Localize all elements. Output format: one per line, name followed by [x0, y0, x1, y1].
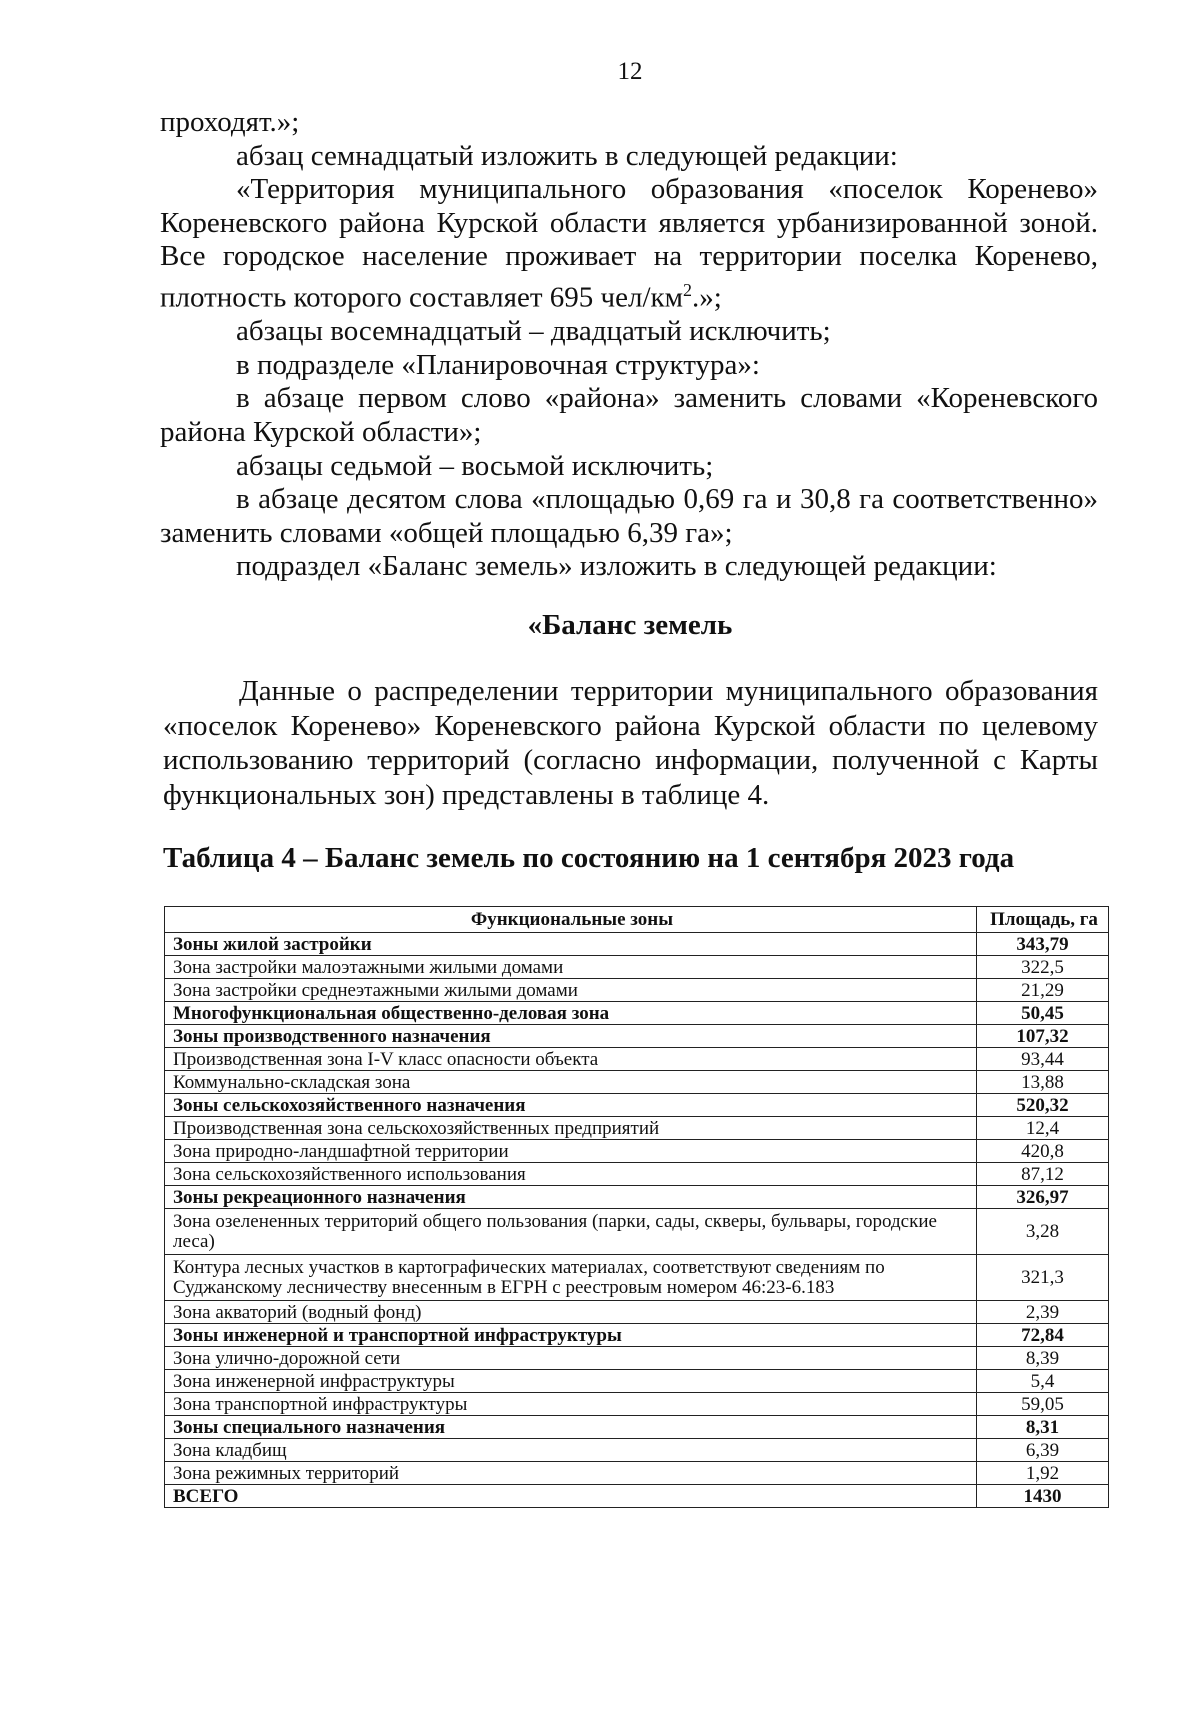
table-header-row — [165, 907, 1109, 933]
intro-paragraph: Данные о распределении территории муниципального образования «поселок Коренево» Кореневского района Курской области по целевому использованию территорий (согласно информации, полученной с Карты функциональных зон) представлены в таблице 4. — [163, 675, 1098, 811]
area-cell: 6,39 — [977, 1439, 1109, 1462]
table-row — [165, 956, 1109, 979]
area-cell: 12,4 — [977, 1117, 1109, 1140]
paragraph — [160, 483, 1098, 550]
table-row — [165, 1416, 1109, 1439]
paragraph-text: в подразделе «Планировочная структура»: — [236, 348, 760, 381]
zone-cell: Зоны производственного назначения — [165, 1025, 977, 1048]
zone-cell: ВСЕГО — [165, 1485, 977, 1508]
table-title: Таблица 4 – Баланс земель по состоянию на 1 сентября 2023 года — [163, 842, 1015, 874]
amendment-text — [160, 106, 1098, 584]
paragraph — [160, 315, 1098, 349]
table-row — [165, 1439, 1109, 1462]
paragraph — [160, 349, 1098, 383]
table-body — [165, 933, 1109, 1508]
area-cell: 59,05 — [977, 1393, 1109, 1416]
zone-cell: Зона природно-ландшафтной территории — [165, 1140, 977, 1163]
section-heading: «Баланс земель — [527, 609, 733, 641]
area-cell: 326,97 — [977, 1186, 1109, 1209]
table-row — [165, 1002, 1109, 1025]
area-cell: 343,79 — [977, 933, 1109, 956]
paragraph-text: абзацы восемнадцатый – двадцатый исключить; — [236, 315, 831, 348]
paragraph — [160, 173, 1098, 315]
zone-cell: Зоны жилой застройки — [165, 933, 977, 956]
zone-cell: Зона сельскохозяйственного использования — [165, 1163, 977, 1186]
area-cell: 322,5 — [977, 956, 1109, 979]
paragraph-text: проходят.»; — [160, 106, 300, 138]
zone-cell: Зоны сельскохозяйственного назначения — [165, 1094, 977, 1117]
area-cell: 420,8 — [977, 1140, 1109, 1163]
zone-cell: Зона застройки малоэтажными жилыми домами — [165, 956, 977, 979]
area-cell: 107,32 — [977, 1025, 1109, 1048]
area-cell: 3,28 — [977, 1209, 1109, 1255]
zone-cell: Производственная зона сельскохозяйственных предприятий — [165, 1117, 977, 1140]
area-cell: 8,31 — [977, 1416, 1109, 1439]
area-cell: 13,88 — [977, 1071, 1109, 1094]
area-cell: 520,32 — [977, 1094, 1109, 1117]
table-row — [165, 1186, 1109, 1209]
paragraph — [160, 106, 1098, 140]
paragraph — [160, 382, 1098, 449]
table-row — [165, 1370, 1109, 1393]
paragraph — [160, 140, 1098, 174]
table-row — [165, 1025, 1109, 1048]
paragraph — [160, 550, 1098, 584]
paragraph-text: абзацы седьмой – восьмой исключить; — [236, 449, 714, 482]
table-row — [165, 1485, 1109, 1508]
table-row — [165, 1393, 1109, 1416]
table-row — [165, 1071, 1109, 1094]
table-row — [165, 1117, 1109, 1140]
zone-cell: Зона режимных территорий — [165, 1462, 977, 1485]
zone-cell: Зона акваторий (водный фонд) — [165, 1301, 977, 1324]
table-row — [165, 933, 1109, 956]
area-cell: 1430 — [977, 1485, 1109, 1508]
zone-cell: Зоны инженерной и транспортной инфраструктуры — [165, 1324, 977, 1347]
paragraph-tail: .»; — [691, 281, 722, 314]
header-area: Площадь, га — [977, 907, 1109, 933]
paragraph-text: подраздел «Баланс земель» изложить в следующей редакции: — [236, 550, 997, 583]
area-cell: 93,44 — [977, 1048, 1109, 1071]
area-cell: 321,3 — [977, 1255, 1109, 1301]
paragraph — [160, 450, 1098, 484]
zone-cell: Зона инженерной инфраструктуры — [165, 1370, 977, 1393]
area-cell: 8,39 — [977, 1347, 1109, 1370]
zone-cell: Производственная зона I-V класс опасности объекта — [165, 1048, 977, 1071]
table-row — [165, 1347, 1109, 1370]
area-cell: 5,4 — [977, 1370, 1109, 1393]
zone-cell: Многофункциональная общественно-деловая зона — [165, 1002, 977, 1025]
table-row — [165, 1301, 1109, 1324]
table-row — [165, 1255, 1109, 1301]
zone-cell: Зоны рекреационного назначения — [165, 1186, 977, 1209]
zone-cell: Зона застройки среднеэтажными жилыми домами — [165, 979, 977, 1002]
land-balance-table — [164, 906, 1109, 1508]
area-cell: 50,45 — [977, 1002, 1109, 1025]
header-zones: Функциональные зоны — [165, 907, 977, 933]
area-cell: 1,92 — [977, 1462, 1109, 1485]
zone-cell: Зоны специального назначения — [165, 1416, 977, 1439]
area-cell: 72,84 — [977, 1324, 1109, 1347]
page-number: 12 — [617, 58, 643, 85]
zone-cell: Коммунально-складская зона — [165, 1071, 977, 1094]
table-row — [165, 1163, 1109, 1186]
area-cell: 87,12 — [977, 1163, 1109, 1186]
table-row — [165, 1462, 1109, 1485]
area-cell: 21,29 — [977, 979, 1109, 1002]
table-row — [165, 1140, 1109, 1163]
paragraph-text: в абзаце десятом слова «площадью 0,69 га и 30,8 га соответственно» заменить словами «общей площадью 6,39 га»; — [160, 483, 1098, 549]
paragraph-text: «Территория муниципального образования «поселок Коренево» Кореневского района Курской области является урбанизированной зоной. Все городское население проживает на территории поселка Коренево, плотность которого составляет 695 чел/км — [160, 173, 1098, 314]
table-row — [165, 1094, 1109, 1117]
paragraph-text: в абзаце первом слово «района» заменить словами «Кореневского района Курской области»; — [160, 382, 1098, 448]
table-row — [165, 1324, 1109, 1347]
table-row — [165, 979, 1109, 1002]
zone-cell: Зона кладбищ — [165, 1439, 977, 1462]
superscript: 2 — [682, 279, 692, 300]
area-cell: 2,39 — [977, 1301, 1109, 1324]
zone-cell: Зона улично-дорожной сети — [165, 1347, 977, 1370]
paragraph-text: абзац семнадцатый изложить в следующей редакции: — [236, 139, 898, 172]
table-row — [165, 1209, 1109, 1255]
zone-cell: Зона озелененных территорий общего пользования (парки, сады, скверы, бульвары, городские леса) — [165, 1209, 977, 1255]
zone-cell: Зона транспортной инфраструктуры — [165, 1393, 977, 1416]
table-row — [165, 1048, 1109, 1071]
zone-cell: Контура лесных участков в картографических материалах, соответствуют сведениям по Суджанскому лесничеству внесенным в ЕГРН с реестровым номером 46:23-6.183 — [165, 1255, 977, 1301]
